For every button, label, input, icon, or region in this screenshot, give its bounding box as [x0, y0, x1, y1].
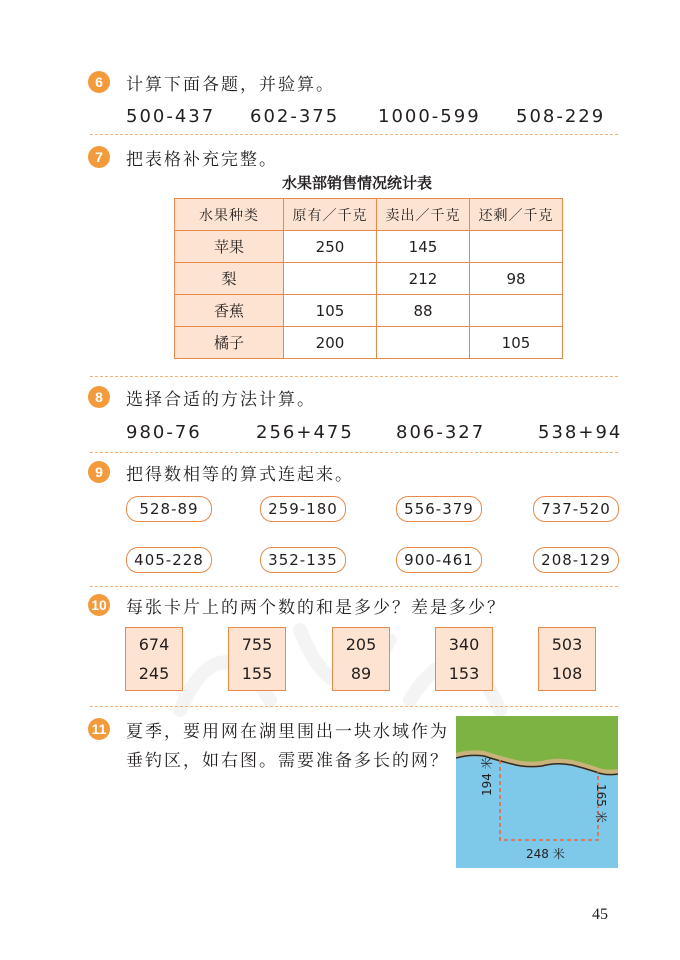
- table-cell-blank[interactable]: [470, 231, 563, 263]
- divider: [90, 452, 618, 453]
- table-row: [175, 295, 563, 327]
- number-card: [332, 627, 390, 691]
- card-number: 108: [551, 664, 583, 683]
- q6-expression: 508-229: [516, 106, 606, 127]
- expression-pill[interactable]: 259-180: [260, 496, 346, 522]
- expression-pill[interactable]: 405-228: [126, 547, 212, 573]
- expression-pill[interactable]: 556-379: [396, 496, 482, 522]
- expression-pill[interactable]: 208-129: [533, 547, 619, 573]
- question-11-line-1: 夏季，要用网在湖里围出一块水域作为: [126, 722, 449, 742]
- question-10-text: 每张卡片上的两个数的和是多少？差是多少？: [126, 598, 506, 618]
- lake-diagram: [456, 716, 618, 868]
- table-cell: 212: [377, 263, 470, 295]
- number-card: [125, 627, 183, 691]
- q8-expression: 538+94: [538, 422, 623, 443]
- card-number: 245: [138, 664, 170, 683]
- card-number: 674: [138, 635, 170, 654]
- right-length-label: 165 米: [594, 784, 608, 823]
- table-cell: 105: [470, 327, 563, 359]
- table-cell: 250: [284, 231, 377, 263]
- bottom-length-label: 248 米: [526, 847, 565, 861]
- question-number-9: 9: [88, 461, 110, 483]
- table-header-cell: 还剩／千克: [470, 199, 563, 231]
- divider: [90, 376, 618, 377]
- sales-table: [174, 198, 563, 359]
- card-number: 155: [241, 664, 273, 683]
- table-cell: 200: [284, 327, 377, 359]
- table-header-cell: 原有／千克: [284, 199, 377, 231]
- table-cell: 苹果: [175, 231, 284, 263]
- table-cell-blank[interactable]: [470, 295, 563, 327]
- q8-expression: 256+475: [256, 422, 354, 443]
- question-number-8: 8: [88, 386, 110, 408]
- expression-pill[interactable]: 900-461: [396, 547, 482, 573]
- table-cell-blank[interactable]: [377, 327, 470, 359]
- number-card: [228, 627, 286, 691]
- card-number: 89: [350, 664, 372, 683]
- question-number-6: 6: [88, 71, 110, 93]
- divider: [90, 586, 618, 587]
- table-cell: 145: [377, 231, 470, 263]
- question-number-7: 7: [88, 146, 110, 168]
- question-11-line-2: 垂钓区，如右图。需要准备多长的网？: [126, 751, 449, 771]
- page-number: 45: [592, 906, 608, 923]
- table-cell: 98: [470, 263, 563, 295]
- table-cell: 105: [284, 295, 377, 327]
- table-cell-blank[interactable]: [284, 263, 377, 295]
- divider: [90, 706, 618, 707]
- question-number-10: 10: [88, 594, 110, 616]
- table-row: [175, 231, 563, 263]
- question-6-text: 计算下面各题，并验算。: [126, 75, 335, 95]
- card-number: 205: [345, 635, 377, 654]
- question-7-text: 把表格补充完整。: [126, 150, 278, 170]
- card-number: 153: [448, 664, 480, 683]
- q8-expression: 980-76: [126, 422, 202, 443]
- expression-pill[interactable]: 528-89: [126, 496, 212, 522]
- table-header-row: [175, 199, 563, 231]
- question-8-text: 选择合适的方法计算。: [126, 390, 316, 410]
- table-cell: 88: [377, 295, 470, 327]
- card-number: 503: [551, 635, 583, 654]
- q6-expression: 500-437: [126, 106, 216, 127]
- table-cell: 香蕉: [175, 295, 284, 327]
- question-number-11: 11: [88, 718, 110, 740]
- q6-expression: 1000-599: [378, 106, 481, 127]
- question-9-text: 把得数相等的算式连起来。: [126, 465, 354, 485]
- divider: [90, 134, 618, 135]
- table-cell: 橘子: [175, 327, 284, 359]
- number-card: [435, 627, 493, 691]
- left-length-label: 194 米: [480, 757, 494, 796]
- table-row: [175, 327, 563, 359]
- number-card: [538, 627, 596, 691]
- table-cell: 梨: [175, 263, 284, 295]
- q8-expression: 806-327: [396, 422, 486, 443]
- card-number: 340: [448, 635, 480, 654]
- card-number: 755: [241, 635, 273, 654]
- table-header-cell: 水果种类: [175, 199, 284, 231]
- expression-pill[interactable]: 737-520: [533, 496, 619, 522]
- table-title: 水果部销售情况统计表: [282, 174, 433, 192]
- table-row: [175, 263, 563, 295]
- q6-expression: 602-375: [250, 106, 340, 127]
- table-header-cell: 卖出／千克: [377, 199, 470, 231]
- expression-pill[interactable]: 352-135: [260, 547, 346, 573]
